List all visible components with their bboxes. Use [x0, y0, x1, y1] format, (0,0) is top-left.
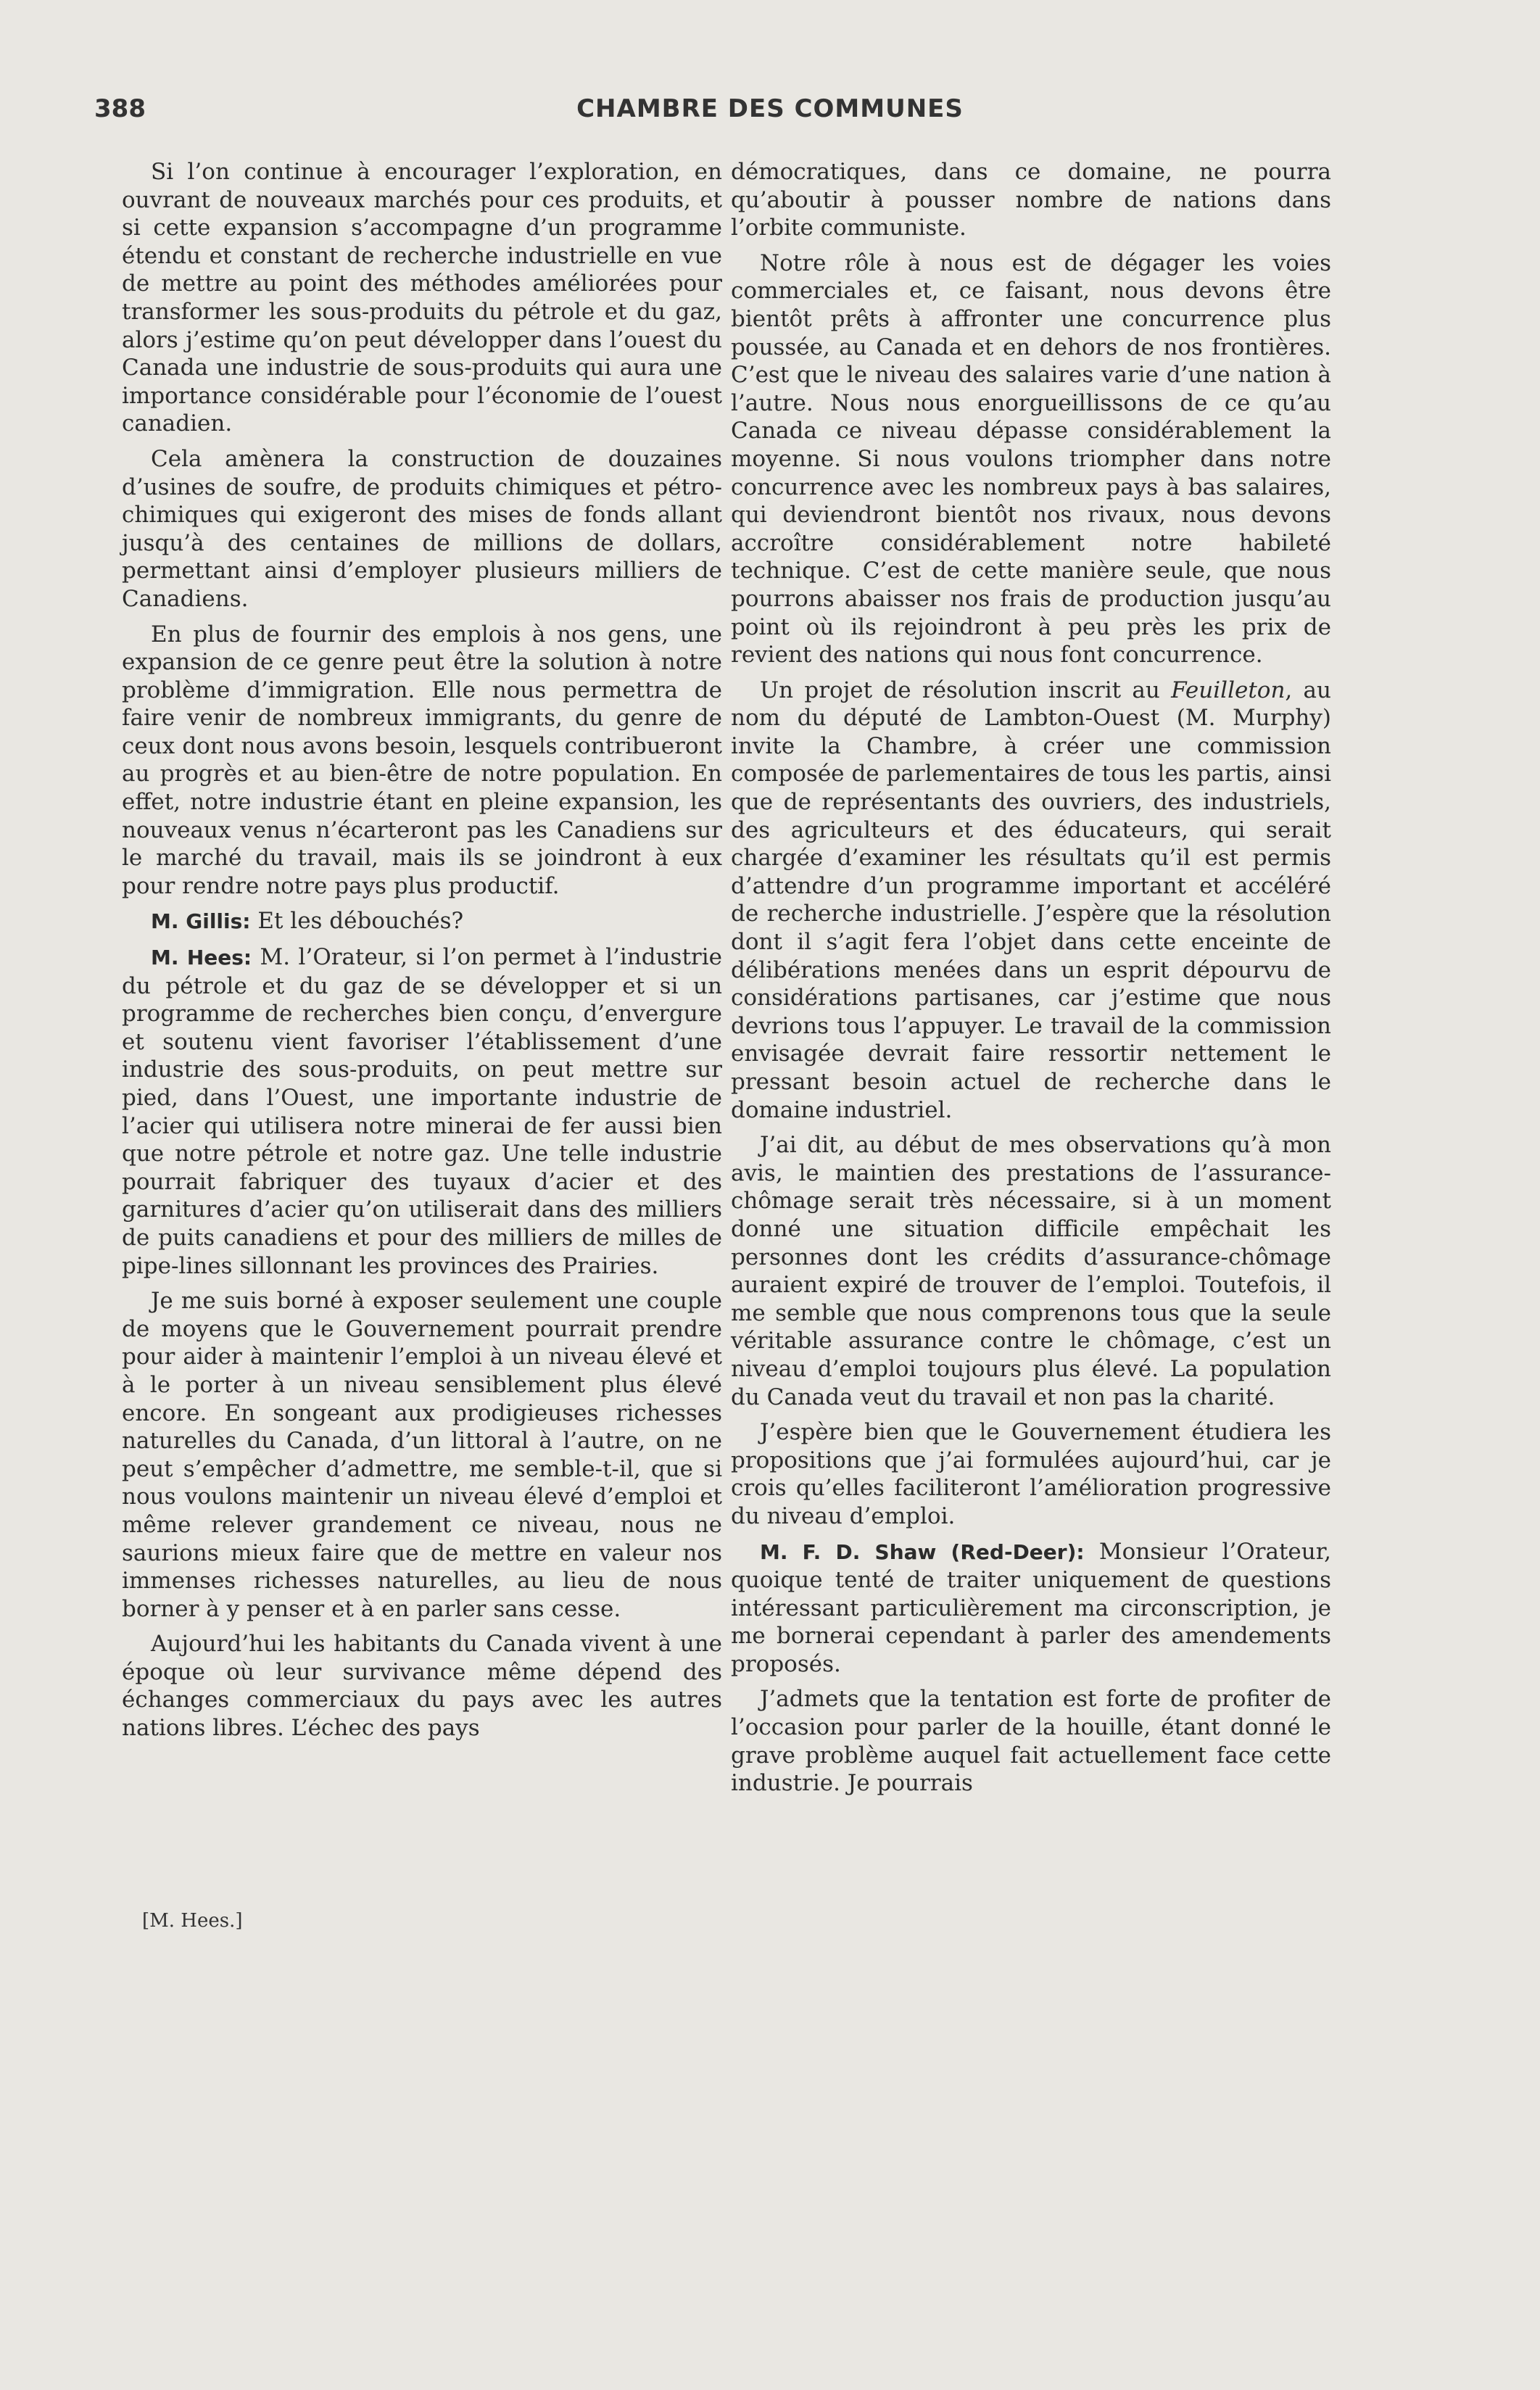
page-number: 388: [94, 94, 146, 123]
speaker-name: M. Hees:: [151, 946, 252, 970]
left-column: [122, 158, 722, 1750]
paragraph: J’admets que la tentation est forte de profiter de l’occasion pour parler de la houille, étant donné le grave problème auquel fait actuellement face cette industrie. Je pourrais: [731, 1686, 1331, 1797]
speech-paragraph: [122, 907, 722, 936]
speaker-name: M. F. D. Shaw (Red-Deer):: [760, 1539, 1085, 1564]
paragraph: J’espère bien que le Gouvernement étudiera les propositions que j’ai formulées aujourd’hui, car je crois qu’elles faciliteront l’amélioration progressive du niveau d’emploi.: [731, 1419, 1331, 1529]
paragraph: En plus de fournir des emplois à nos gens, une expansion de ce genre peut être la solution à notre problème d’immigration. Elle nous permettra de faire venir de nombreux immigrants, du genre de ceux dont nous avons besoin, lesquels contribueront au progrès et au bien-être de notre population. En effet, notre industrie étant en pleine expansion, les nouveaux venus n’écarteront pas les Canadiens sur le marché du travail, mais ils se joindront à eux pour rendre notre pays plus productif.: [122, 621, 722, 899]
speech-text: Monsieur l’Orateur, quoique tenté de traiter uniquement de questions intéressant particulièrement ma circonscription, je me bornerai cependant à parler des amendements proposés.: [731, 1538, 1332, 1677]
speech-paragraph: [122, 943, 722, 1280]
speaker-name: M. Gillis:: [151, 909, 251, 934]
speech-paragraph: [731, 1538, 1331, 1679]
paragraph: démocratiques, dans ce domaine, ne pourra qu’aboutir à pousser nombre de nations dans l’orbite communiste.: [731, 159, 1331, 241]
paragraph: Si l’on continue à encourager l’exploration, en ouvrant de nouveaux marchés pour ces produits, et si cette expansion s’accompagne d’un programme étendu et constant de recherche industrielle en vue de mettre au point des méthodes améliorées pour transformer les sous-produits du pétrole et du gaz, alors j’estime qu’on peut développer dans l’ouest du Canada une industrie de sous-produits qui aura une importance considérable pour l’économie de l’ouest canadien.: [122, 159, 722, 437]
paragraph: Cela amènera la construction de douzaines d’usines de soufre, de produits chimiques et pétro-chimiques qui exigeront des mises de fonds allant jusqu’à des centaines de millions de dollars, permettant ainsi d’employer plusieurs milliers de Canadiens.: [122, 445, 722, 612]
paragraph: Je me suis borné à exposer seulement une couple de moyens que le Gouvernement pourrait prendre pour aider à maintenir l’emploi à un niveau élevé et à le porter à un niveau sensiblement plus élevé encore. En songeant aux prodigieuses richesses naturelles du Canada, d’un littoral à l’autre, on ne peut s’empêcher d’admettre, me semble-t-il, que si nous voulons maintenir un niveau élevé d’emploi et même relever grandement ce niveau, nous ne saurions mieux faire que de mettre en valeur nos immenses richesses naturelles, au lieu de nous borner à y penser et à en parler sans cesse.: [122, 1288, 722, 1622]
italic-term: Feuilleton: [1171, 677, 1286, 703]
speaker-footer-note: [M. Hees.]: [142, 1910, 243, 1932]
paragraph-text: , au nom du député de Lambton-Ouest (M. Murphy) invite la Chambre, à créer une commission composée de parlementaires de tous les partis, ainsi que de représentants des ouvriers, des industriels, des agriculteurs et des éducateurs, qui serait chargée d’examiner les résultats qu’il est permis d’attendre d’un programme important et accéléré de recherche industrielle. J’espère que la résolution dont il s’agit fera l’objet dans cette enceinte de délibérations menées dans un esprit dépourvu de considérations partisanes, car j’estime que nous devrions tous l’appuyer. Le travail de la commission envisagée devrait faire ressortir nettement le pressant besoin actuel de recherche dans le domaine industriel.: [731, 677, 1332, 1123]
page-title: CHAMBRE DES COMMUNES: [576, 94, 964, 123]
speech-text: Et les débouchés?: [257, 908, 464, 935]
paragraph: J’ai dit, au début de mes observations qu’à mon avis, le maintien des prestations de l’assurance-chômage serait très nécessaire, si à un moment donné une situation difficile empêchait les personnes dont les crédits d’assurance-chômage auraient expiré de trouver de l’emploi. Toutefois, il me semble que nous comprenons tous que la seule véritable assurance contre le chômage, c’est un niveau d’emploi toujours plus élevé. La population du Canada veut du travail et non pas la charité.: [731, 1132, 1331, 1410]
speech-text: M. l’Orateur, si l’on permet à l’industrie du pétrole et du gaz de se développer et si un programme de recherches bien conçu, d’envergure et soutenu vient favoriser l’établissement d’une industrie des sous-produits, on peut mettre sur pied, dans l’Ouest, une importante industrie de l’acier qui utilisera notre minerai de fer aussi bien que notre pétrole et notre gaz. Une telle industrie pourrait fabriquer des tuyaux d’acier et des garnitures d’acier qu’on utiliserait dans des milliers de puits canadiens et pour des milliers de milles de pipe-lines sillonnant les provinces des Prairies.: [122, 944, 722, 1279]
paragraph-text: Un projet de résolution inscrit au: [760, 677, 1172, 703]
paragraph: Aujourd’hui les habitants du Canada vivent à une époque où leur survivance même dépend des échanges commerciaux du pays avec les autres nations libres. L’échec des pays: [122, 1631, 722, 1742]
paragraph: [731, 677, 1331, 1125]
right-column: [731, 158, 1331, 1805]
paragraph: Notre rôle à nous est de dégager les voies commerciales et, ce faisant, nous devons être bientôt prêts à affronter une concurrence plus poussée, au Canada et en dehors de nos frontières. C’est que le niveau des salaires varie d’une nation à l’autre. Nous nous enorgueillissons de ce qu’au Canada ce niveau dépasse considérablement la moyenne. Si nous voulons triompher dans notre concurrence avec les nombreux pays à bas salaires, qui deviendront bientôt nos rivaux, nous devons accroître considérablement notre habileté technique. C’est de cette manière seule, que nous pourrons abaisser nos frais de production jusqu’au point où ils rejoindront à peu près les prix de revient des nations qui nous font concurrence.: [731, 249, 1331, 669]
